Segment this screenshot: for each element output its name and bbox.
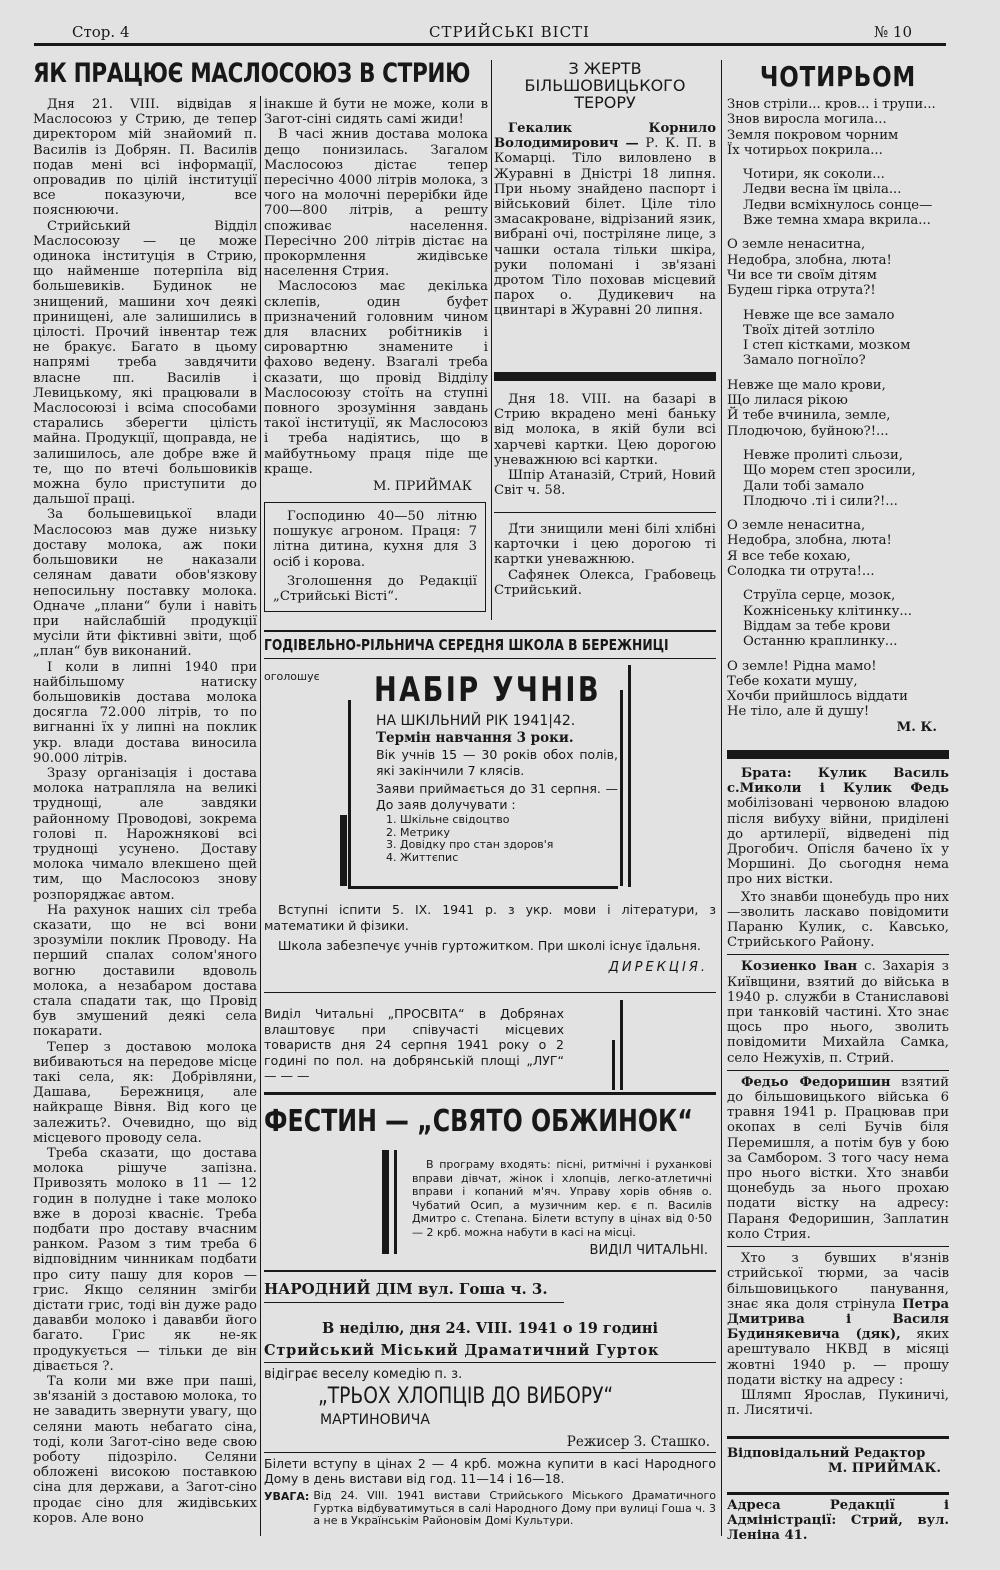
attention-text: Від 24. VIII. 1941 вистави Стрийського Міського Драматичного Гуртка відбуватимуться в салі Народного Дому при вулиці Гоша ч. 3 а не в Українськім Районовім Домі Культури. <box>313 1489 716 1527</box>
paragraph: В часі жнив достава молока дещо понизилась. Загалом Маслосоюз дістає тепер пересічно 4000 літрів молока, з чого на молочні перерібки йде 700—800 літрів, а решту споживає населення. Пересічно 200 літрів дістає на прокормлення жидівське населення Стрия. <box>264 127 488 280</box>
poem-line: О земле ненаситна, <box>727 237 866 253</box>
separator <box>264 1452 716 1453</box>
poem-line: Що лилася рікою <box>727 393 848 409</box>
notice-text: Хто з бувших в'язнів стрийської тюрми, за часів більшовицького панування, знає яка доля стрінула <box>727 1251 949 1312</box>
festin-intro-block <box>264 1006 564 1084</box>
column-divider <box>260 96 261 1536</box>
festin-title: ФЕСТИН — „СВЯТО ОБЖИНОК“ <box>264 1104 693 1139</box>
article-title-box <box>33 58 493 94</box>
paragraph: Та коли ми вже при паші, зв'язаній з доставою молока, то не завадить звернути увагу, що селяни мають небагато сіна, тоді, коли Загот-сіно веде свою роботу підозріло. Селяни обложені високою поставкою сіна для держави, а Загот-сіно продає сіно для жидівських коров. Але воно <box>33 1374 257 1526</box>
poem-line: Що морем степ зросили, <box>743 463 916 479</box>
separator <box>727 1246 949 1247</box>
victim-name: Гекалик Корнило Володимирович — <box>494 121 716 152</box>
section-title: З ЖЕРТВ БІЛЬШОВИЦЬКОГО ТЕРОРУ <box>524 59 686 112</box>
theatre-director: Режисер З. Сташко. <box>566 1434 710 1450</box>
decor-bar <box>628 665 631 887</box>
poem-line: Плодючо .ті і сили?!... <box>743 493 898 509</box>
article-column-1 <box>33 97 257 1526</box>
paragraph: Маслосоюз має декілька склепів, один буфет призначений головним чином для власних робітників і сировартню знамените і фахово ведену. Взагалі треба сказати, що провід Відділу Маслосоюзу стоїть на ступні повного зрозуміння завдань такої інституції, як Маслосоюз і треба надіятись, що в майбутньому праця піде ще краще. <box>264 279 488 477</box>
separator <box>264 658 716 659</box>
festin-program-block <box>412 1158 712 1259</box>
poem-line: Недобра, злобна, люта! <box>727 252 892 268</box>
poem-line: Знов стріли... кров... і трупи... <box>727 97 936 112</box>
poem-line: О земле ненаситна, <box>727 518 866 534</box>
article-signature: М. ПРИЙМАК <box>373 479 472 495</box>
stanza <box>727 448 949 509</box>
school-age: Вік учнів 15 — 30 років обох полів, які закінчили 7 клясів. <box>376 747 618 778</box>
poem-line: Чи все ти своїм дітям <box>727 267 877 283</box>
poem-line: Тебе кохати мушу, <box>727 673 858 689</box>
notice-bold: Козиенко Іван <box>741 959 858 975</box>
decor-bar <box>340 815 347 886</box>
poem-line: Хочби прийшлось віддати <box>727 689 908 705</box>
poem-line: Чотири, як соколи... <box>743 167 885 183</box>
theatre-play: „ТРЬОХ ХЛОПЦІВ ДО ВИБОРУ“ <box>318 1384 614 1409</box>
poem-section <box>727 60 949 735</box>
poem-line: Невже ще мало крови, <box>727 377 886 393</box>
document-item: 4. Життєпис <box>400 852 618 865</box>
poem-line: Будеш гірка отрута?! <box>727 283 876 299</box>
poem-line: Ледви весна їм цвіла... <box>743 182 902 198</box>
decor-bar <box>394 1150 397 1254</box>
paragraph: Дня 21. VIII. відвідав я Маслосоюз у Стрию, де тепер директором мій знайомий п. Василів із Добрян. П. Василів подав мені всі інформації, опровадив по цілій інституції все показуючи, все пояснюючи. <box>33 97 257 219</box>
notice-text: Д́ти знищили мені білі хлібні карточки і цею дорогою ті картки уневажнюю. <box>494 522 716 568</box>
notice-text: Дня 18. VIII. на базарі в Стрию вкрадено мені баньку від молока, в якій були всі харчеві картки. Цею дорогою уневажнюю всі картки. <box>494 392 716 468</box>
notice-cards <box>494 522 716 598</box>
poem-signature: М. К. <box>896 719 937 735</box>
poem-line: Замало погноїло? <box>743 353 866 369</box>
notice-sig: Шлямп Ярослав, Пукиничі, п. Лисятичі. <box>727 1387 949 1419</box>
stanza <box>727 237 949 298</box>
separator <box>727 1492 949 1495</box>
document-item: 2. Метрику <box>400 827 618 840</box>
separator <box>264 1092 716 1095</box>
poem-body <box>727 97 949 735</box>
theatre-date: В неділю, дня 24. VIII. 1941 о 19 годині <box>322 1320 658 1337</box>
poem-line: Їх чотирьох покрила... <box>727 142 883 158</box>
decor-bar <box>612 1040 615 1090</box>
theatre-performs: відіграє веселу комедію п. з. <box>264 1367 463 1382</box>
victim-text: Р. К. П. в Комарці. Тіло виловлено в Журавні в Дністрі 18 липня. При ньому знайдено паспорт і військовий білет. Ціле тіло змасакроване, відрізаний язик, вибрані очі, постріляне лице, з чашки остала тільки шкіра, руки поломані і зв'язані дротом Тіло поховав місцевий парох о. Дудикевич на цвинтарі в Журавні 20 липня. <box>494 136 716 319</box>
poem-line: Вже темна хмара вкрила... <box>743 213 931 229</box>
paragraph: Тепер з доставою молока вибиваються на передове місце такі села, як: Добрівляни, Дашава, Бережниця, але найкраще Вівня. Від кого це залежить?. Очевидно, що від місцевого проводу села. <box>33 1039 257 1146</box>
decor-bar <box>348 700 351 886</box>
school-details <box>376 712 618 864</box>
theatre-tickets: Білети вступу в цінах 2 — 4 крб. можна купити в касі Народного Дому в день вистави від год. 11—14 і 16—18. <box>264 1456 716 1486</box>
notice-text: яких арештувало НКВД в місяці жовтні 1940 р. — прошу подати вістку на адресу : <box>727 1327 949 1388</box>
section-rule <box>727 750 949 759</box>
poem-line: Й тебе вчинила, земле, <box>727 408 891 424</box>
newspaper-title: СТРИЙСЬКІ ВІСТІ <box>429 23 590 41</box>
theatre-group: Стрийський Міський Драматичний Гурток <box>264 1342 660 1359</box>
section-rule <box>494 372 716 381</box>
poem-line: Земля покровом чорним <box>727 127 899 143</box>
separator <box>264 1362 716 1363</box>
column-divider <box>491 60 492 620</box>
paragraph: За большевицької влади Маслосоюз мав дуже низьку доставу молока, аж поки большовики не наказали селянам давати обов'язкову непосильну поставку молока. Одначе „плани“ були і навіть при найслабшій продукції мусіли йти фіктивні звіти, щоб „план“ був виконаний. <box>33 507 257 660</box>
notice-text: взятий до більшовицького війська 6 травня 1941 р. Працював при окопах в селі Бучів біля Перемишля, а потім був у бою за Самбором. З того часу нема про нього вістки. Хто знавби щонебудь за нього прохаю подати вістку на адресу: Параня Федоришин, Заплатин коло Стрия. <box>727 1074 949 1242</box>
poem-line: Струїла серце, мозок, <box>743 588 896 604</box>
paragraph: І коли в липні 1940 при найбільшому натиску большовиків достава молока досягла 72.000 літрів, то по вигнанні їх у липні на поклик укр. влади достава виносила 90.000 літрів. <box>33 659 257 766</box>
poem-line: Невже ще все замало <box>743 307 895 323</box>
issue-number: № 10 <box>873 23 912 41</box>
festin-intro: Виділ Читальні „ПРОСВІТА“ в Добрянах влаштовує при співучасті місцевих товариств дня 24 серпня 1941 року о 2 годині по пол. на добрянській площі „ЛУГ“ — — — <box>264 1006 564 1083</box>
attention-label: УВАГА: <box>264 1490 310 1503</box>
ad-text: Господиню 40—50 літню пошукує агроном. Праця: 7 літна дитина, кухня для 3 осіб і корова. <box>273 509 477 570</box>
editor-name: М. ПРИЙМАК. <box>828 1461 941 1477</box>
poem-line: І степ кістками, мозком <box>743 338 911 354</box>
poem-line: Плодючою, буйною?!... <box>727 423 889 439</box>
notice-bold: Петра Дмитрива і Василя Будинякевича (дяк), <box>727 1296 949 1343</box>
separator <box>727 1436 949 1439</box>
poem-line: Солодка ти отрута!... <box>727 564 875 580</box>
decor-bar <box>620 1000 623 1090</box>
separator <box>264 1302 564 1303</box>
article-column-2 <box>264 97 488 495</box>
search-notice <box>727 1251 949 1388</box>
editor-block <box>727 1446 949 1477</box>
paragraph: На рахунок наших сіл треба сказати, що не всі вони зрозуміли поклик Проводу. На перший спалах солом'яного вогню доставили вдоволь молока, а незабаром достава стала спадати так, що Провід був змушений деякі села покарати. <box>33 902 257 1040</box>
poem-line: Я все тебе кохаю, <box>727 548 851 564</box>
ad-contact: Зголошення до Редакції „Стрийські Вісті“. <box>273 573 477 605</box>
decor-bar <box>382 1150 389 1254</box>
search-notices <box>727 766 949 1418</box>
stanza <box>727 588 949 649</box>
paragraph: інакше й бути не може, коли в Загот-сіні сидять самі жиди! <box>264 97 488 128</box>
poem-line: Твоїх дітей зотліло <box>743 322 875 338</box>
page-number: Стор. 4 <box>72 23 130 41</box>
search-notice <box>727 766 949 888</box>
stanza <box>727 659 949 720</box>
poem-line: Недобра, злобна, люта! <box>727 533 892 549</box>
masthead <box>34 20 946 44</box>
paragraph: Зразу організація і достава молока натрапляла на великі труднощі, але завдяки районному Проводові, зокрема голові п. Нарожнякові всі труднощі усунено. Доставу молока чимало влекшено щей тим, що Маслосоюз знову розпоряджає автом. <box>33 765 257 903</box>
notice-sig: Шпір Атаназій, Стрий, Новий Світ ч. 58. <box>494 468 716 499</box>
festin-program: В програму входять: пісні, ритмічні і руханкові вправи дівчат, жінок і хлопців, легко-атлетичні вправи і копаний м'яч. Управу хорів обняв о. Чубатий Осип, а музичним кер. є п. Василів Дмитро с. Степана. Білети вступу в цінах від 0·50 — 2 крб. можна набути в касі на місці. <box>412 1158 712 1239</box>
theatre-heading: НАРОДНИЙ ДІМ вул. Гоша ч. 3. <box>264 1280 548 1298</box>
notice-text: мобілізовані червоною владою після вибуху війни, приділені до артилерії, відведені під Дрогобич. Опісля бачено їх у Моршині. До сьогодня нема про них вістки. <box>727 796 949 888</box>
address-text: Адреса Редакції і Адміністрації: Стрий, вул. Леніна 41. <box>727 1498 949 1544</box>
notice-text: с. Захарія з Київщини, взятий до війська в 1940 р. служби в Станиславові при танковій частині. Хто знає щось про нього, зволить повідомити Михайла Самка, село Нежухів, п. Стрий. <box>727 959 949 1066</box>
notice-bold: Брата: Кулик Василь с.Миколи і Кулик Федь <box>727 766 949 797</box>
ad-box <box>264 502 486 612</box>
search-notice <box>727 959 949 1065</box>
masthead-rule <box>34 43 946 46</box>
poem-line: О земле! Рідна мамо! <box>727 658 877 674</box>
poem-line: Дали тобі замало <box>743 478 865 494</box>
terror-section <box>494 60 716 319</box>
paragraph: Стрийський Відділ Маслосоюзу — це може одинока інституція в Стрию, що найменше потерпіла від большевиків. Будинок не знищений, машини хоч деякі принищені, але залишились в цілості. Прочий інвентар теж не бракує. Багато в цьому напрямі треба завдячити власне пп. Василів і Левицькому, які працювали в Маслосоюзі і всіма способами старались зберегти цілість майна. Продукції, щоправда, не залишилось, але добре вже й те, що по втечі большовиків можна було приступити до дальшої праці. <box>33 218 257 508</box>
poem-line: Знов виросла могила... <box>727 112 887 128</box>
theatre-author: МАРТИНОВИЧА <box>320 1412 430 1428</box>
poem-line: Ледви всміхнулось сонце— <box>743 197 933 213</box>
decor-bar <box>348 886 618 889</box>
school-term: Термін навчання 3 роки. <box>376 730 574 746</box>
paragraph: Треба сказати, що достава молока рішуче запізна. Привозять молоко в 11 — 12 годин в полудне і таке молоко вже в дорозі квасніє. Треба подбати про доставу вчасним ранком. Разом з тим треба 6 відповідним чинникам подбати про ситу пашу для коров — грис. Якщо селянин змігби дістати грис, тоді він дуже радо дававби молоко і дававби його багато. Грис як не-як продукується — тільки де він дівається ?. <box>33 1146 257 1374</box>
poem-line: Не тіло, але й душу! <box>727 704 870 720</box>
notice-sig: Сафянек Олекса, Грабовець Стрийський. <box>494 567 716 598</box>
victim-report <box>494 121 716 319</box>
theatre-attention-block <box>264 1490 716 1528</box>
stanza <box>727 97 949 158</box>
separator <box>727 1070 949 1071</box>
article-title: ЯК ПРАЦЮЄ МАСЛОСОЮЗ В СТРИЮ <box>33 58 471 89</box>
separator <box>264 630 716 632</box>
school-deadline: Заяви приймається до 31 серпня. — До заяв долучувати : <box>376 781 618 812</box>
school-exams: Вступні іспити 5. IX. 1941 р. з укр. мови і літератури, з математики й фізики. <box>264 902 716 933</box>
notice-request: Хто знавби щонебудь про них—зволить ласкаво повідомити Параню Кулик, с. Кавсько, Стрийського Району. <box>727 889 949 951</box>
school-heading: ГОДІВЕЛЬНО-РІЛЬНИЧА СЕРЕДНЯ ШКОЛА В БЕРЕЖНИЦІ <box>264 636 669 654</box>
stanza <box>727 378 949 439</box>
poem-title: ЧОТИРЬОМ <box>759 60 917 93</box>
school-documents <box>376 814 618 864</box>
separator <box>494 512 716 513</box>
theatre-tickets-block <box>264 1456 716 1486</box>
stanza <box>727 308 949 369</box>
school-year: НА ШКІЛЬНИЙ РІК 1941|42. <box>376 713 576 729</box>
document-item: 3. Довідку про стан здоров'я <box>400 839 618 852</box>
poem-line: Невже пролиті сльози, <box>743 447 903 463</box>
separator <box>727 954 949 955</box>
school-title: НАБІР УЧНІВ <box>374 670 602 710</box>
school-announces: оголошує <box>264 670 320 683</box>
search-notice <box>727 1075 949 1242</box>
editor-label: Відповідальний Редактор <box>727 1446 926 1461</box>
festin-signature: ВИДІЛ ЧИТАЛЬНІ. <box>589 1243 708 1258</box>
notice-bold: Федьо Федоришин <box>741 1074 891 1090</box>
poem-line: Віддам за тебе крови <box>743 618 891 634</box>
school-footer <box>264 902 716 976</box>
school-signature: ДИРЕКЦІЯ. <box>608 960 708 975</box>
notice-milk <box>494 392 716 498</box>
school-dorm: Школа забезпечує учнів гуртожитком. При школі існує їдальня. <box>278 938 701 953</box>
column-divider <box>721 60 722 1536</box>
poem-line: Кожнісеньку клітинку... <box>743 603 912 619</box>
stanza <box>727 518 949 579</box>
address-block <box>727 1498 949 1544</box>
decor-bar <box>620 690 623 886</box>
poem-line: Останню краплинку... <box>743 634 898 650</box>
document-item: 1. Шкільне свідоцтво <box>400 814 618 827</box>
separator <box>264 1270 716 1272</box>
stanza <box>727 167 949 228</box>
separator <box>264 992 716 993</box>
